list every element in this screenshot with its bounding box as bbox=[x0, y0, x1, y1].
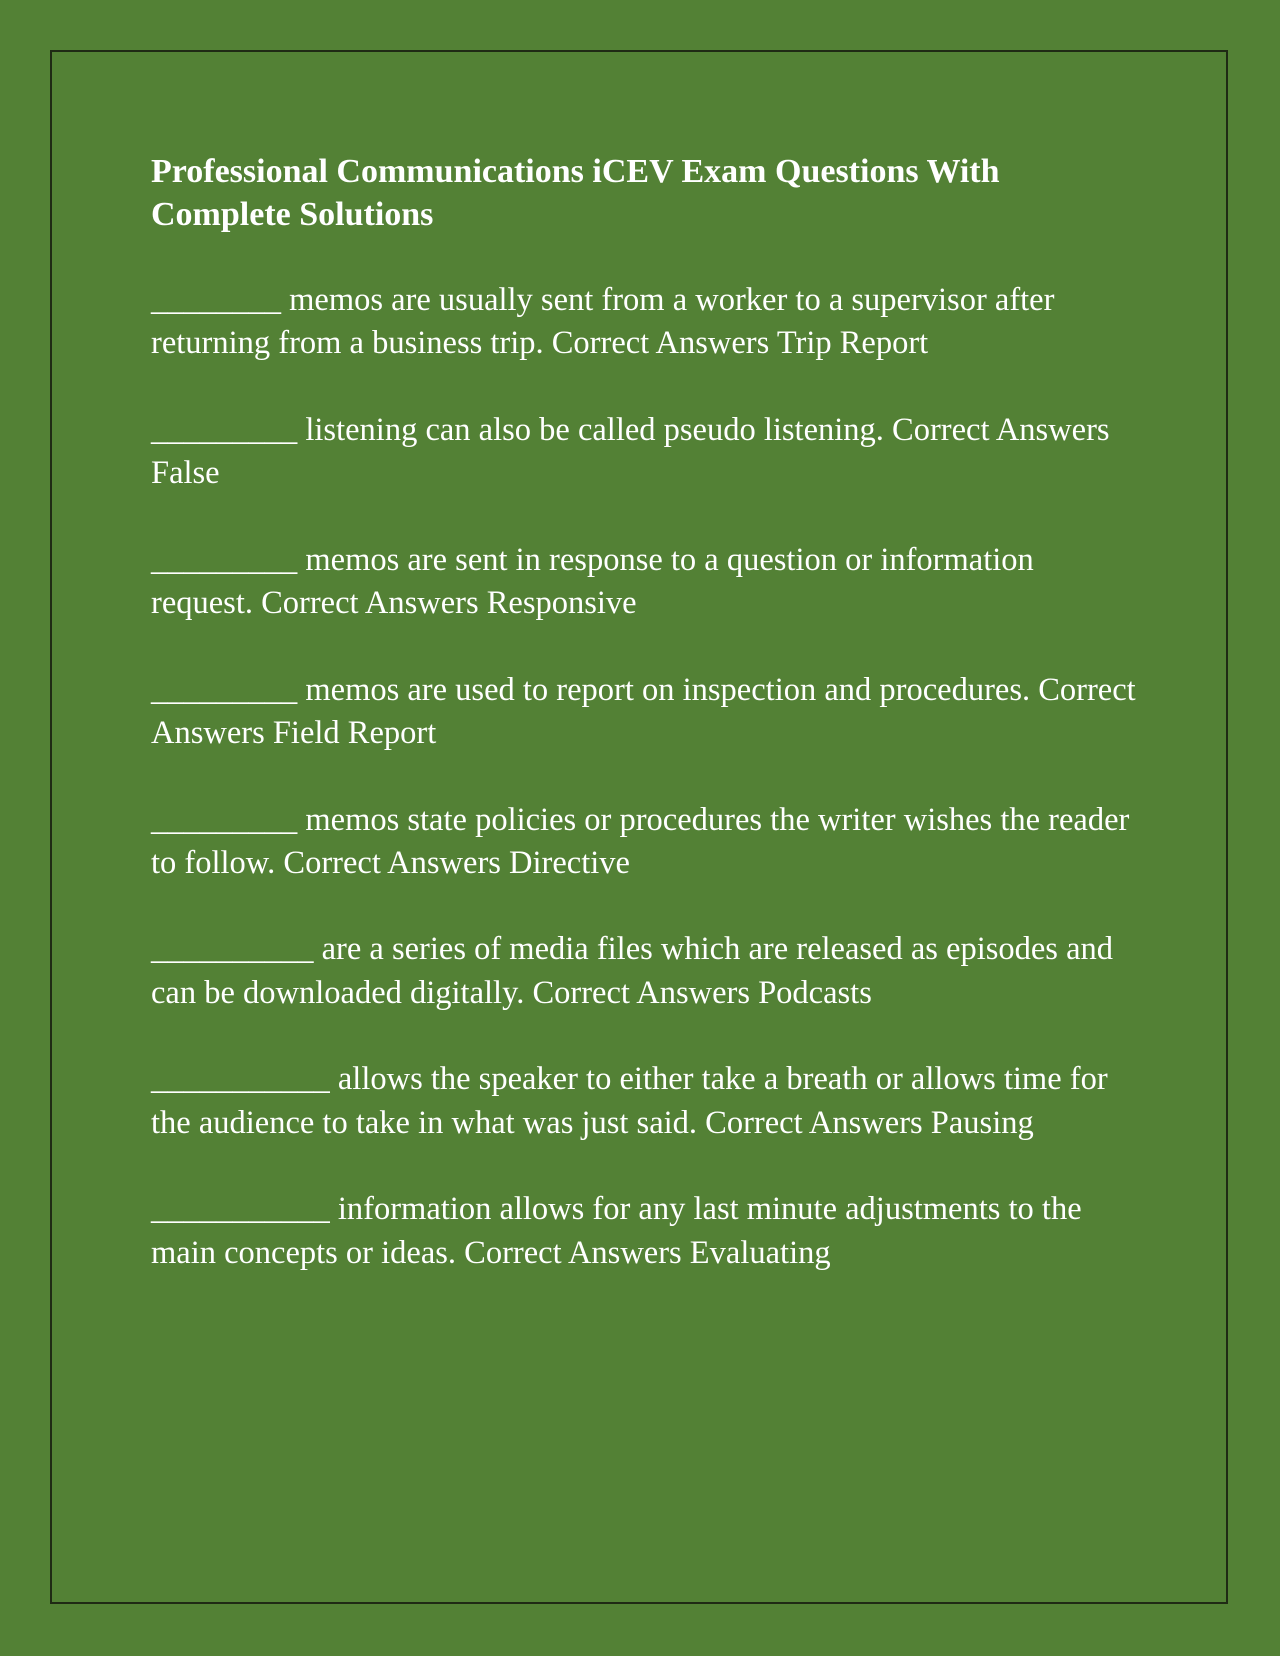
qa-item-4: _________ memos are used to report on inspection and procedures. Correct Answers Field Report bbox=[151, 671, 1136, 751]
document-body bbox=[151, 150, 1141, 1318]
qa-item-6: __________ are a series of media files which are released as episodes and can be downloaded digitally. Correct Answers Podcasts bbox=[151, 931, 1114, 1011]
qa-item-1: ________ memos are usually sent from a worker to a supervisor after returning from a business trip. Correct Answers Trip Report bbox=[151, 282, 1055, 362]
qa-item-8: ___________ information allows for any last minute adjustments to the main concepts or ideas. Correct Answers Evaluating bbox=[151, 1191, 1082, 1271]
qa-item-7: ___________ allows the speaker to either take a breath or allows time for the audience to take in what was just said. Correct Answers Pausing bbox=[151, 1061, 1108, 1141]
document-title: Professional Communications iCEV Exam Questions With Complete Solutions bbox=[151, 153, 1000, 233]
qa-item-3: _________ memos are sent in response to a question or information request. Correct Answers Responsive bbox=[151, 541, 1034, 622]
qa-item-5: _________ memos state policies or procedures the writer wishes the reader to follow. Correct Answers Directive bbox=[151, 801, 1130, 881]
qa-item-2: _________ listening can also be called pseudo listening. Correct Answers False bbox=[151, 411, 1110, 492]
